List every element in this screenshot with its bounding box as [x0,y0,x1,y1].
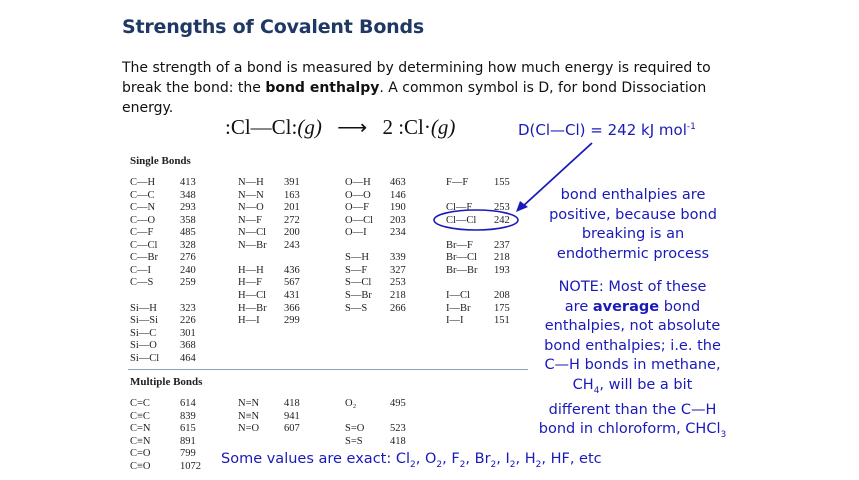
bond-label: Br—F [446,239,473,251]
bond-label: O—I [345,227,367,239]
bond-label: C—C [130,189,155,201]
bond-label: C—F [130,227,154,239]
bond-label: F—F [446,177,469,188]
bond-enthalpy-value: 431 [284,289,300,301]
bond-enthalpy-value: 240 [180,264,196,276]
bond-label: N—F [238,214,262,226]
bond-enthalpy-value: 358 [180,214,196,226]
bond-label: O—H [345,177,371,188]
bond-label: I—Cl [446,289,470,301]
dissociation-equation: :Cl—Cl:(g) ⟶ 2 :Cl·(g) [225,115,456,139]
bond-label: Si—C [130,327,157,339]
bond-enthalpy-value: 891 [180,435,196,447]
bond-label: N=N [238,398,260,409]
bond-enthalpy-value: 464 [180,352,196,364]
bond-label: C—Br [130,252,159,264]
exact-values-note: Some values are exact: $Cl_2$, $O_2$, $F_2$, $Br_2$, $I_2$, $H_2$, HF, etc [221,451,602,470]
bond-label: Si—O [130,340,157,352]
note-average: NOTE: Most of these are average bond enthalpies, not absolute bond enthalpies; i.e. the C—H bonds in methane, $CH_4$, will be a bit different than the C—H bond in chloroform, CHCl$_3$ [538,279,727,441]
bond-enthalpy-value: 418 [390,435,406,447]
bond-label: N≡N [238,410,260,422]
bond-label: Si—H [130,302,157,314]
bond-enthalpy-value: 418 [284,398,300,409]
bond-enthalpy-value: 941 [284,410,300,422]
bond-enthalpy-value: 201 [284,202,300,214]
bond-label: C—O [130,214,156,226]
bond-label: H—F [238,277,262,289]
bond-enthalpy-value: 155 [494,177,510,188]
multiple-bonds-heading: Multiple Bonds [130,376,203,388]
bond-label: N=O [238,423,260,435]
bond-enthalpy-value: 614 [180,398,196,409]
bond-enthalpy-value: 607 [284,423,300,435]
bond-enthalpy-value: 218 [390,289,406,301]
bond-label: O—F [345,202,369,214]
bond-label: S—Br [345,289,372,301]
bond-enthalpy-value: 218 [494,252,510,264]
bond-enthalpy-value: 485 [180,227,196,239]
bond-label: N—O [238,202,264,214]
bond-label: S=S [345,435,363,447]
bond-enthalpy-value: 615 [180,423,196,435]
bond-enthalpy-value: 348 [180,189,196,201]
bond-enthalpy-value: 234 [390,227,406,239]
dissociation-value: D(Cl—Cl) = 242 kJ mol$^{-1}$ [518,121,696,139]
bond-label: C=N [130,423,151,435]
bond-label: Br—Br [446,264,478,276]
bond-enthalpy-value: 146 [390,189,406,201]
bond-label: N—Br [238,239,267,251]
bond-label: C≡C [130,410,150,422]
highlight-ellipse [434,210,518,230]
bond-label: H—Cl [238,289,267,301]
bond-label: H—H [238,264,264,276]
bond-label: C—H [130,177,156,188]
reaction-arrow: ⟶ [337,115,368,139]
bond-enthalpy-value: 366 [284,302,300,314]
bond-enthalpy-value: 301 [180,327,196,339]
bond-label: C—Cl [130,239,158,251]
bond-enthalpy-value: 391 [284,177,300,188]
bond-enthalpy-value: 266 [390,302,406,314]
bond-label: N—N [238,189,264,201]
bond-label: I—I [446,315,464,327]
bond-enthalpy-value: 208 [494,289,510,301]
bond-label: Cl—Cl [446,214,477,226]
bond-label: N—Cl [238,227,267,239]
bond-label: Si—Si [130,315,159,327]
bond-label: Cl—F [446,202,473,214]
bond-label: C≡O [130,461,151,472]
bond-enthalpy-value: 253 [390,277,406,289]
bond-enthalpy-value: 242 [494,214,510,226]
bond-label: C—I [130,264,151,276]
bond-label: S—S [345,302,368,314]
bond-enthalpy-value: 463 [390,177,406,188]
bond-enthalpy-value: 175 [494,302,510,314]
bond-enthalpy-value: 799 [180,448,196,460]
bond-label: I—Br [446,302,471,314]
bond-label: C—N [130,202,156,214]
bond-enthalpy-value: 328 [180,239,196,251]
bond-label: O—O [345,189,371,201]
bond-enthalpy-value: 243 [284,239,300,251]
bond-label: S—H [345,252,369,264]
bond-label: C=C [130,398,150,409]
bond-label: H—I [238,315,260,327]
bond-enthalpy-value: 272 [284,214,300,226]
bond-enthalpy-value: 413 [180,177,196,188]
bond-label: S—Cl [345,277,372,289]
bond-enthalpy-value: 523 [390,423,406,435]
intro-text: The strength of a bond is measured by determining how much energy is required to break the bond: the bond enthalpy. A common symbol is D, for bond Dissociation energy. [122,60,711,116]
bond-enthalpy-value: 203 [390,214,406,226]
bond-enthalpy-value: 276 [180,252,196,264]
bond-label: C=O [130,448,151,460]
bond-enthalpy-value: 226 [180,315,196,327]
bond-enthalpy-value: 339 [390,252,406,264]
bond-enthalpy-value: 495 [390,398,406,409]
bond-label: N—H [238,177,264,188]
product: :Cl· [398,115,431,139]
bond-enthalpy-value: 327 [390,264,406,276]
bond-label: S—F [345,264,368,276]
bond-label: H—Br [238,302,267,314]
bond-enthalpy-value: 253 [494,202,510,214]
bond-enthalpy-value: 368 [180,340,196,352]
bond-label: O₂ [345,398,357,409]
bond-enthalpy-value: 259 [180,277,196,289]
bond-label: C≡N [130,435,151,447]
bond-enthalpy-value: 200 [284,227,300,239]
bond-label: Si—Cl [130,352,160,364]
bond-enthalpy-value: 163 [284,189,300,201]
bond-enthalpy-value: 151 [494,315,510,327]
bond-label: O—Cl [345,214,374,226]
single-bonds-heading: Single Bonds [130,155,191,167]
bond-enthalpy-value: 190 [390,202,406,214]
bond-enthalpy-value: 293 [180,202,196,214]
reactant: :Cl—Cl: [225,115,298,139]
slide-title: Strengths of Covalent Bonds [122,16,425,38]
note-positive: bond enthalpies are positive, because bond breaking is an endothermic process [549,187,717,262]
bond-enthalpy-value: 436 [284,264,300,276]
bond-enthalpy-value: 299 [284,315,300,327]
bond-enthalpy-value: 567 [284,277,300,289]
bond-enthalpy-value: 323 [180,302,196,314]
bond-enthalpy-value: 237 [494,239,510,251]
bond-label: S=O [345,423,365,435]
bond-enthalpy-value: 839 [180,410,196,422]
bond-label: Br—Cl [446,252,477,264]
bond-enthalpy-value: 193 [494,264,510,276]
bond-label: C—S [130,277,154,289]
bond-enthalpy-value: 1072 [180,461,201,472]
